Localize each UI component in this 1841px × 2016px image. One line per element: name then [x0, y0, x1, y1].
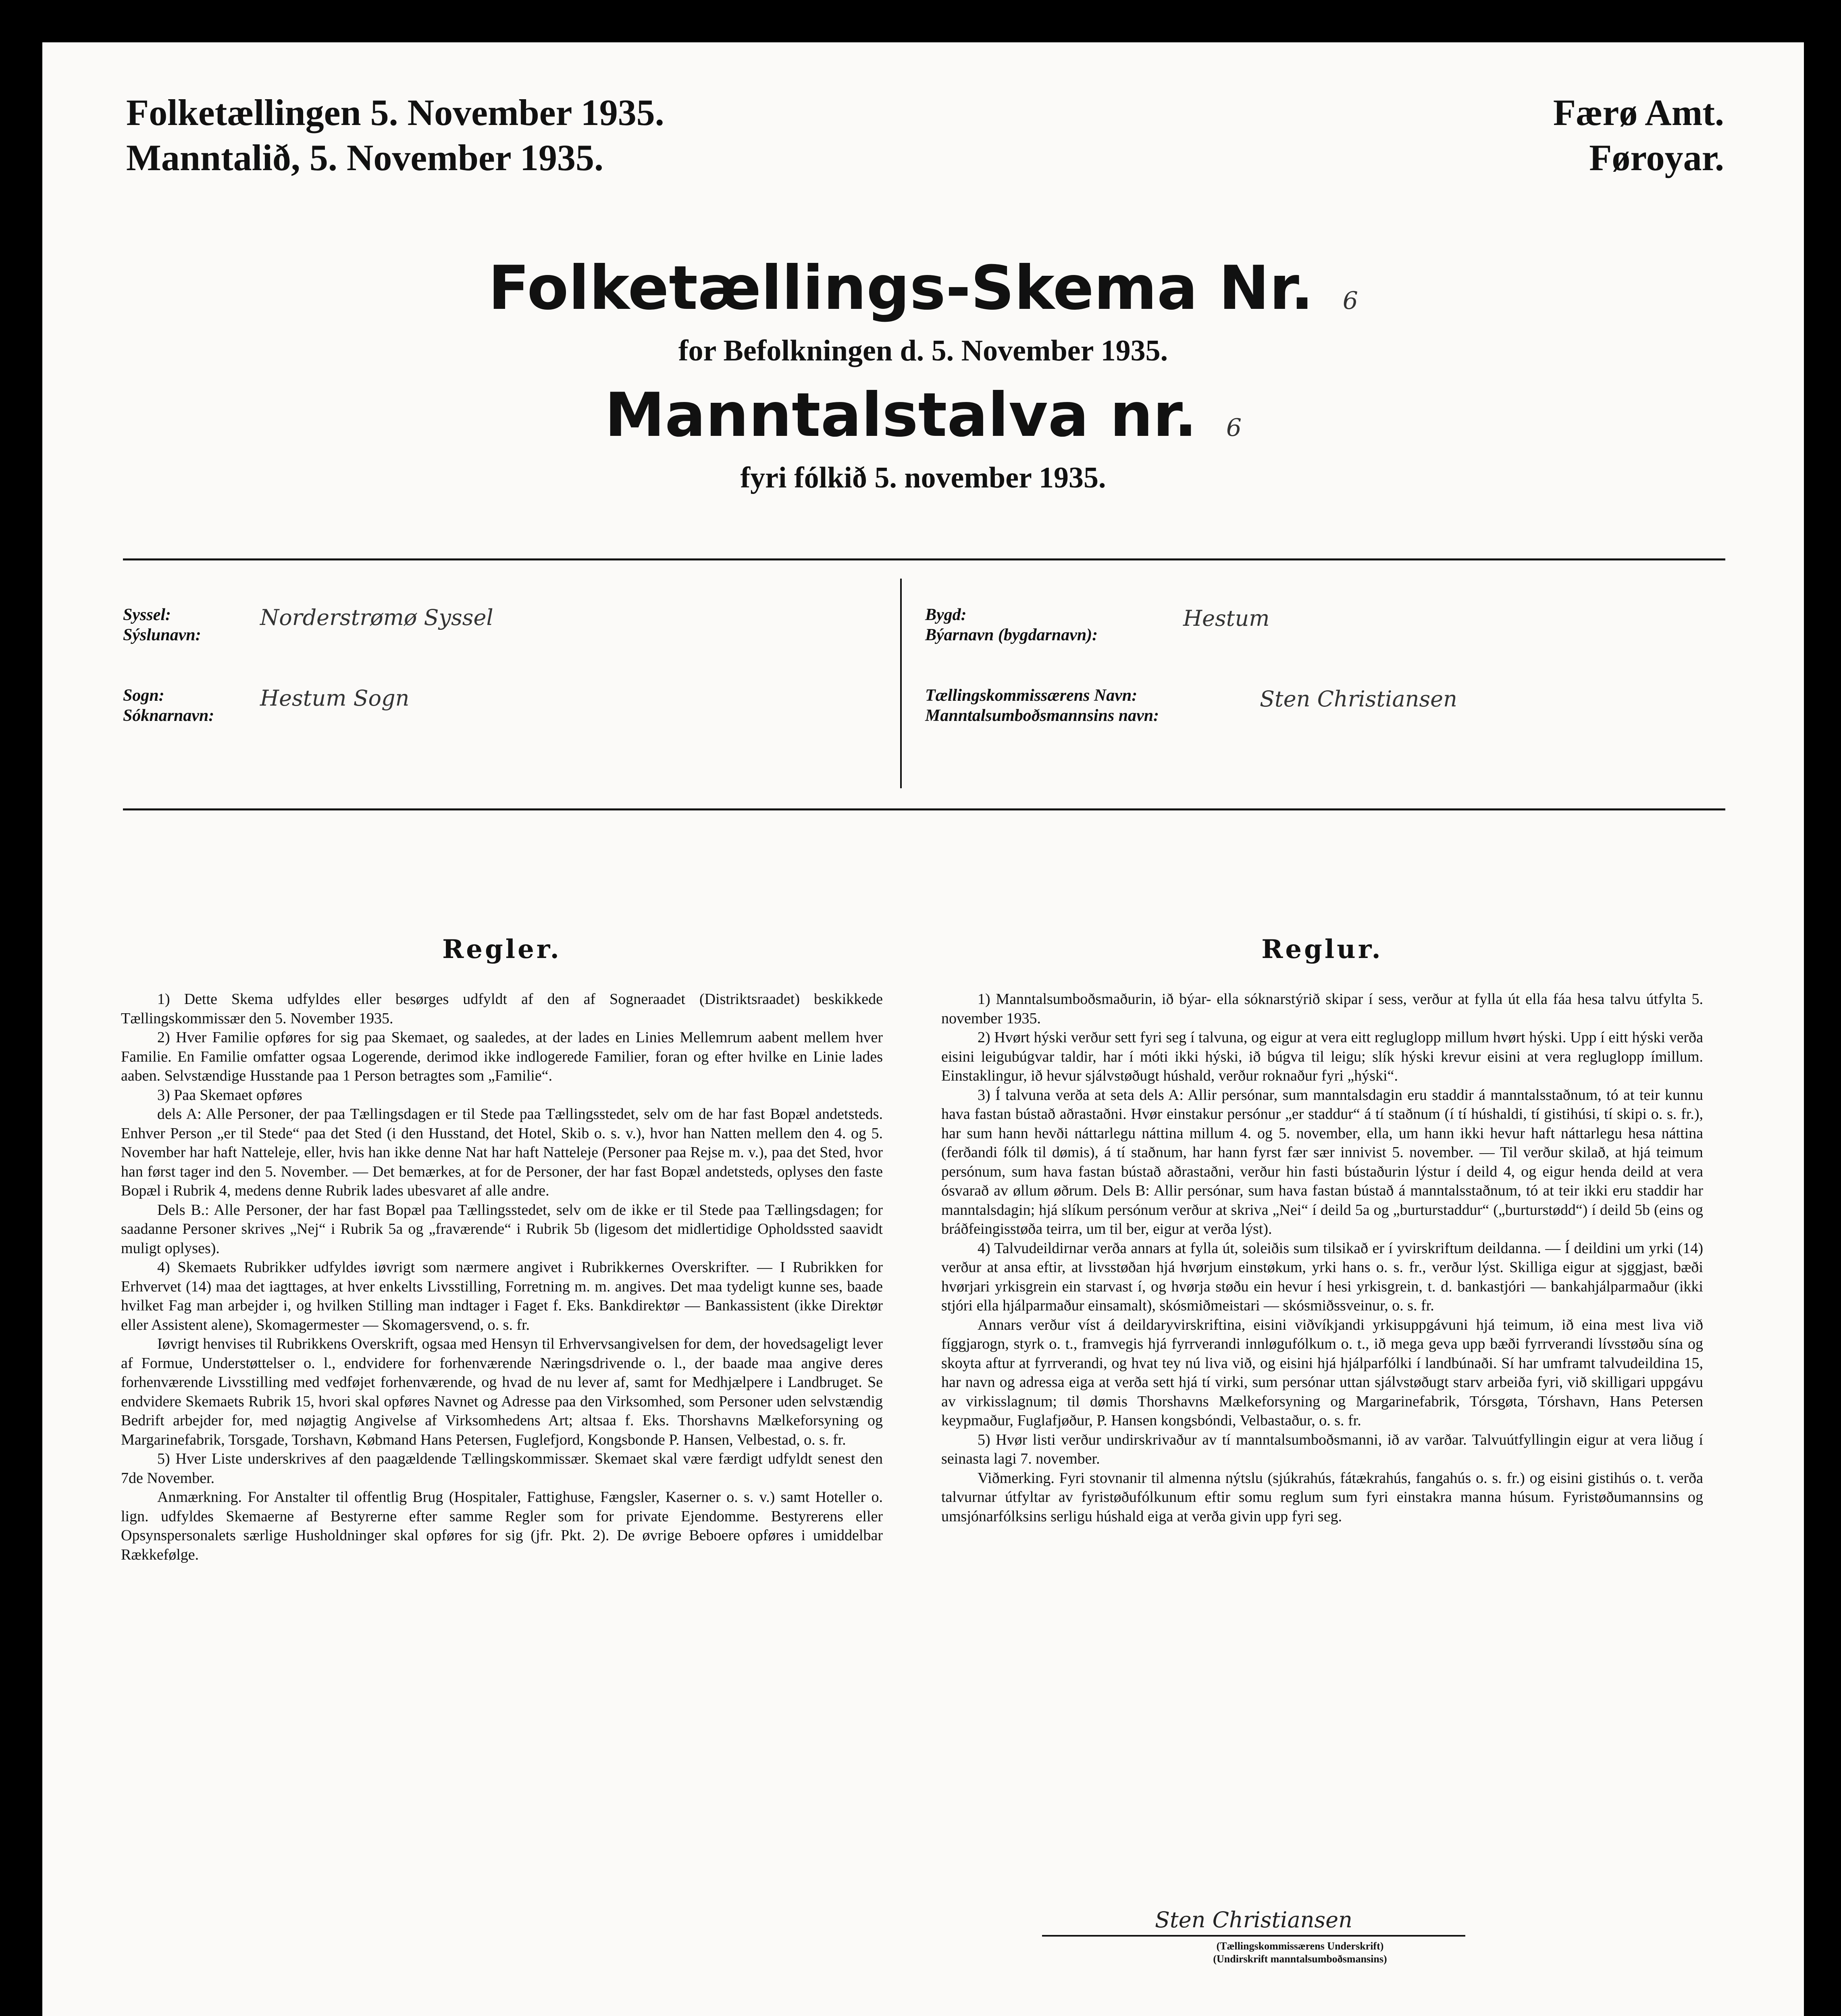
regler-paragraph: 4) Skemaets Rubrikker udfyldes iøvrigt som nærmere angivet i Rubrikkernes Overskrifter. — I Rubrikken for Erhvervet (14) maa det iagttages, at hver enkelts Livsstilling, Forretning m. m. angives. Det maa tydeligt kunne ses, baade hvilket Fag man arbejder i, og hvilken Stilling man indtager i Faget f. Eks. Bankdirektør — Bankassistent (ikke Direktør eller Assistent alene), Skomagermester — Skomagersvend, o. s. fr.: [121, 1259, 883, 1333]
sogn-label-1: Sogn:: [123, 686, 164, 705]
regler-paragraph: Anmærkning. For Anstalter til offentlig Brug (Hospitaler, Fattighuse, Fængsler, Kaserner o. s. v.) samt Hoteller o. lign. udfyldes Skemaerne af Bestyrerne efter samme Regler som for private Ejendomme. Bestyrerens eller Opsynspersonalets særlige Husholdninger skal opføres for sig (jfr. Pkt. 2). De øvrige Beboere opføres i umiddelbar Rækkefølge.: [121, 1489, 883, 1563]
sogn-value: Hestum Sogn: [260, 685, 410, 711]
title-faroese: [42, 379, 1804, 464]
title-faroese-text: Manntalstalva nr.: [604, 380, 1197, 450]
title-main-text: Folketællings-Skema Nr.: [488, 253, 1314, 323]
reglur-paragraph: 5) Hvør listi verður undirskrivaður av tí manntalsumboðsmanni, ið av varðar. Talvuútfyllingin eigur at vera liðug í seinasta lagi 7. november.: [941, 1431, 1703, 1467]
reglur-column: [941, 933, 1703, 1526]
regler-paragraph: 5) Hver Liste underskrives af den paagældende Tællingskommissær. Skemaet skal være færdigt udfyldt senest den 7de November.: [121, 1450, 883, 1487]
kommissaer-field: [925, 685, 1731, 726]
title-sub: for Befolkningen d. 5. November 1935.: [678, 334, 1168, 367]
regler-paragraph: 3) Paa Skemaet opføres: [157, 1086, 302, 1104]
title-faroese-number: 6: [1226, 414, 1242, 442]
census-form-sheet: [42, 42, 1804, 2016]
reglur-paragraph: Annars verður víst á deildaryvirskriftina, eisini viðvíkjandi yrkisuppgávuni hjá teimum, ið eina mest liva við fíggjarogn, styrk o. t., framvegis hjá fyrrverandi innløgufólkum o. t., ið mega geva upp bæði fyrrverandi lívsstøðu sína og skoyta aftur at fyrrverandi, og hvat tey nú liva við, og eisini hjá hjálparfólki í landbúnaði. Sí har umframt talvudeildina 15, har navn og adressa eiga at verða sett hjá tí virki, sum persónar uttan sjálvstøðugt starv arbeiða fyri, við skilligari uppgávu av virkisslagnum; til dømis Thorshavns Mælkeforsyning og Margarinefabrik, Tórsgøta, Tórshavn, Hans Petersen keypmaður, Fuglafjøður, P. Hansen kongsbóndi, Velbastaður, o. s. fr.: [941, 1316, 1703, 1429]
kommissaer-value: Sten Christiansen: [1260, 686, 1457, 712]
regler-paragraph: 2) Hver Familie opføres for sig paa Skemaet, og saaledes, at der lades en Linies Mellemrum aabent mellem hver Familie. En Familie omfatter ogsaa Logerende, derimod ikke indlogerede Familier, foran og efter hvilke en Linie lades aaben. Selvstændige Husstande paa 1 Person betragtes som „Familie“.: [121, 1029, 883, 1084]
signature-handwriting: Sten Christiansen: [1155, 1907, 1352, 1933]
reglur-paragraph: 2) Hvørt hýski verður sett fyri seg í talvuna, og eigur at vera eitt regluglopp millum hvørt hýski. Upp í eitt hýski verða eisini leigubúgvar taldir, har í móti ikki hýski, ið búgva til leigu; slík hýski krevur eisini at vera regluglopp ímillum. Einstaklingur, ið hevur sjálvstøðugt húshald, verður roknaður fyri „hýski“.: [941, 1029, 1703, 1084]
reglur-paragraph: 1) Manntalsumboðsmaðurin, ið býar- ella sóknarstýrið skipar í sess, verður at fylla út ella fáa hesa talvu útfylta 5. november 1935.: [941, 991, 1703, 1027]
regler-paragraph: Iøvrigt henvises til Rubrikkens Overskrift, ogsaa med Hensyn til Erhvervsangivelsen for dem, der hovedsageligt lever af Formue, Understøttelser o. l., endvidere for forhenværende Næringsdrivende o. l., der baade maa angive deres forhenværende Livsstilling med vedføjet forhenværende, og hvad de nu lever af, samt for Medhjælpere i Landbruget. Se endvidere Skemaets Rubrik 15, hvori skal opføres Navnet og Adresse paa den Virksomhed, som Personer uden selvstændig Bedrift arbejder for, med nøjagtig Angivelse af Virksomhedens Art; altsaa f. Eks. Thorshavns Mælkeforsyning og Margarinefabrik, Torsgade, Torshavn, Købmand Hans Petersen, Fuglefjord, Kongsbonde P. Hansen, Velbestad, o. s. fr.: [121, 1335, 883, 1448]
title-main: [42, 252, 1804, 337]
header-left: [126, 90, 664, 180]
syssel-value: Norderstrømø Syssel: [260, 605, 493, 630]
syssel-field: [123, 605, 889, 645]
header-left-line1: Folketællingen 5. November 1935.: [126, 92, 664, 133]
regler-paragraph: dels A: Alle Personer, der paa Tællingsdagen er til Stede paa Tællingsstedet, selv om de har fast Bopæl andetsteds. Enhver Person „er til Stede“ paa det Sted (i den Husstand, det Hotel, Skib o. s. v.), hvor han Natten mellem den 4. og 5. November har haft Natteleje, eller, hvis han ikke denne Nat har haft Natteleje (Personer paa Rejse m. v.), paa det Sted, hvor han først tager ind den 5. November. — Det bemærkes, at for de Personer, der har fast Bopæl andetsteds, oplyses den faste Bopæl i Rubrik 4, medens denne Rubrik lades ubesvaret af alle andre.: [121, 1106, 883, 1199]
signature-label-1: (Tællingskommissærens Underskrift): [1216, 1940, 1384, 1952]
bygd-label-1: Bygd:: [925, 606, 967, 624]
sogn-field: [123, 685, 889, 726]
reglur-paragraph: 4) Talvudeildirnar verða annars at fylla út, soleiðis sum tilsikað er í yvirskriftum deildanna. — Í deildini um yrki (14) verður at ansa eftir, at livsstøðan hjá hvørjum einstøkum, yrki hans o. s. fr., verður lýst. Skilliga eigur at sjggjast, bæði hvørjari yrkisgrein ein starvast í, og hvørja støðu ein hevur í hesi yrkisgrein, t. d. bankastjóri — bankahjálparmaður (ikki stjóri ella hjálparmaður einsamalt), skósmiðmeistari — skósmiðssveinur, o. s. fr.: [941, 1239, 1703, 1314]
bygd-label-2: Býarnavn (bygdarnavn):: [925, 626, 1098, 644]
bygd-field: [925, 605, 1731, 645]
title-faroese-sub: fyri fólkið 5. november 1935.: [740, 461, 1106, 494]
signature-block: [1042, 1907, 1465, 1966]
field-divider: [900, 579, 902, 788]
title-main-number: 6: [1342, 287, 1358, 315]
kommissaer-label-2: Manntalsumboðsmannsins navn:: [925, 706, 1159, 725]
header-right-line1: Færø Amt.: [1553, 92, 1724, 133]
syssel-label-1: Syssel:: [123, 606, 171, 624]
reglur-paragraph: 3) Í talvuna verða at seta dels A: Allir persónar, sum manntalsdagin eru staddir á manntalsstaðnum, tó at teir kunnu hava fastan bústað aðrastaðni. Hvør einstakur persónur „er staddur“ á tí staðnum (í tí húshaldi, tí gistihúsi, tí skipi o. s. fr.), har sum hann hevði náttarlegu náttina millum 4. og 5. november, ella, um hann ikki hevur haft náttarlegu hesa náttina (ferðandi fólk til dømis), á tí staðnum, har hann fyrst fær sær innivist 5. november. — Til verður skilað, at hjá teimum persónum, sum hava fastan bústað aðrastaðni, verður hin fasti bústaðurin lýstur í deild 4, og eigur henda deild at vera ósvarað av øllum øðrum. Dels B: Allir persónar, sum hava fastan bústað á manntalsstaðnum, tó at teir ikki eru staddir har manntalsdagin; hjá slíkum persónum verður at skriva „Nei“ í deild 5a og „burturstaddur“ („burturstødd“) í deild 5b (eins og bráðfeingisstøða teirra, um til ber, eigur at verða lýst).: [941, 1086, 1703, 1237]
header-left-line2: Manntalið, 5. November 1935.: [126, 137, 604, 178]
signature-label-2: (Undirskrift manntalsumboðsmansins): [1213, 1953, 1387, 1965]
syssel-label-2: Sýslunavn:: [123, 626, 201, 644]
fields-bottom-rule: [123, 808, 1725, 810]
reglur-paragraph: Viðmerking. Fyri stovnanir til almenna nýtslu (sjúkrahús, fátækrahús, fangahús o. s. fr.) og eisini gistihús o. t. verða talvurnar útfyltar av fyristøðufólkunum eftir somu reglum sum fyri einstakra manna húsum. Fyristøðumannsins og umsjónarfólksins serligu húshald eiga at verða givin upp fyri seg.: [941, 1469, 1703, 1525]
kommissaer-label-1: Tællingskommissærens Navn:: [925, 686, 1138, 705]
top-rule: [123, 558, 1725, 560]
regler-paragraph: 1) Dette Skema udfyldes eller besørges udfyldt af den af Sogneraadet (Distriktsraadet) beskikkede Tællingskommissær den 5. November 1935.: [121, 991, 883, 1027]
header-right: [1553, 90, 1724, 180]
header-right-line2: Føroyar.: [1589, 137, 1724, 178]
regler-paragraph: Dels B.: Alle Personer, der har fast Bopæl paa Tællingsstedet, selv om de ikke er til Stede paa Tællingsdagen; for saadanne Personer skrives „Nej“ i Rubrik 5a og „fraværende“ i Rubrik 5b (ligesom det midlertidige Opholdssted saavidt muligt oplyses).: [121, 1201, 883, 1257]
bygd-value: Hestum: [1183, 606, 1270, 631]
reglur-heading: Reglur.: [1261, 934, 1383, 964]
sogn-label-2: Sóknarnavn:: [123, 706, 214, 725]
regler-column: [121, 933, 883, 1564]
regler-heading: Regler.: [442, 934, 562, 964]
signature-line: [1042, 1935, 1465, 1937]
